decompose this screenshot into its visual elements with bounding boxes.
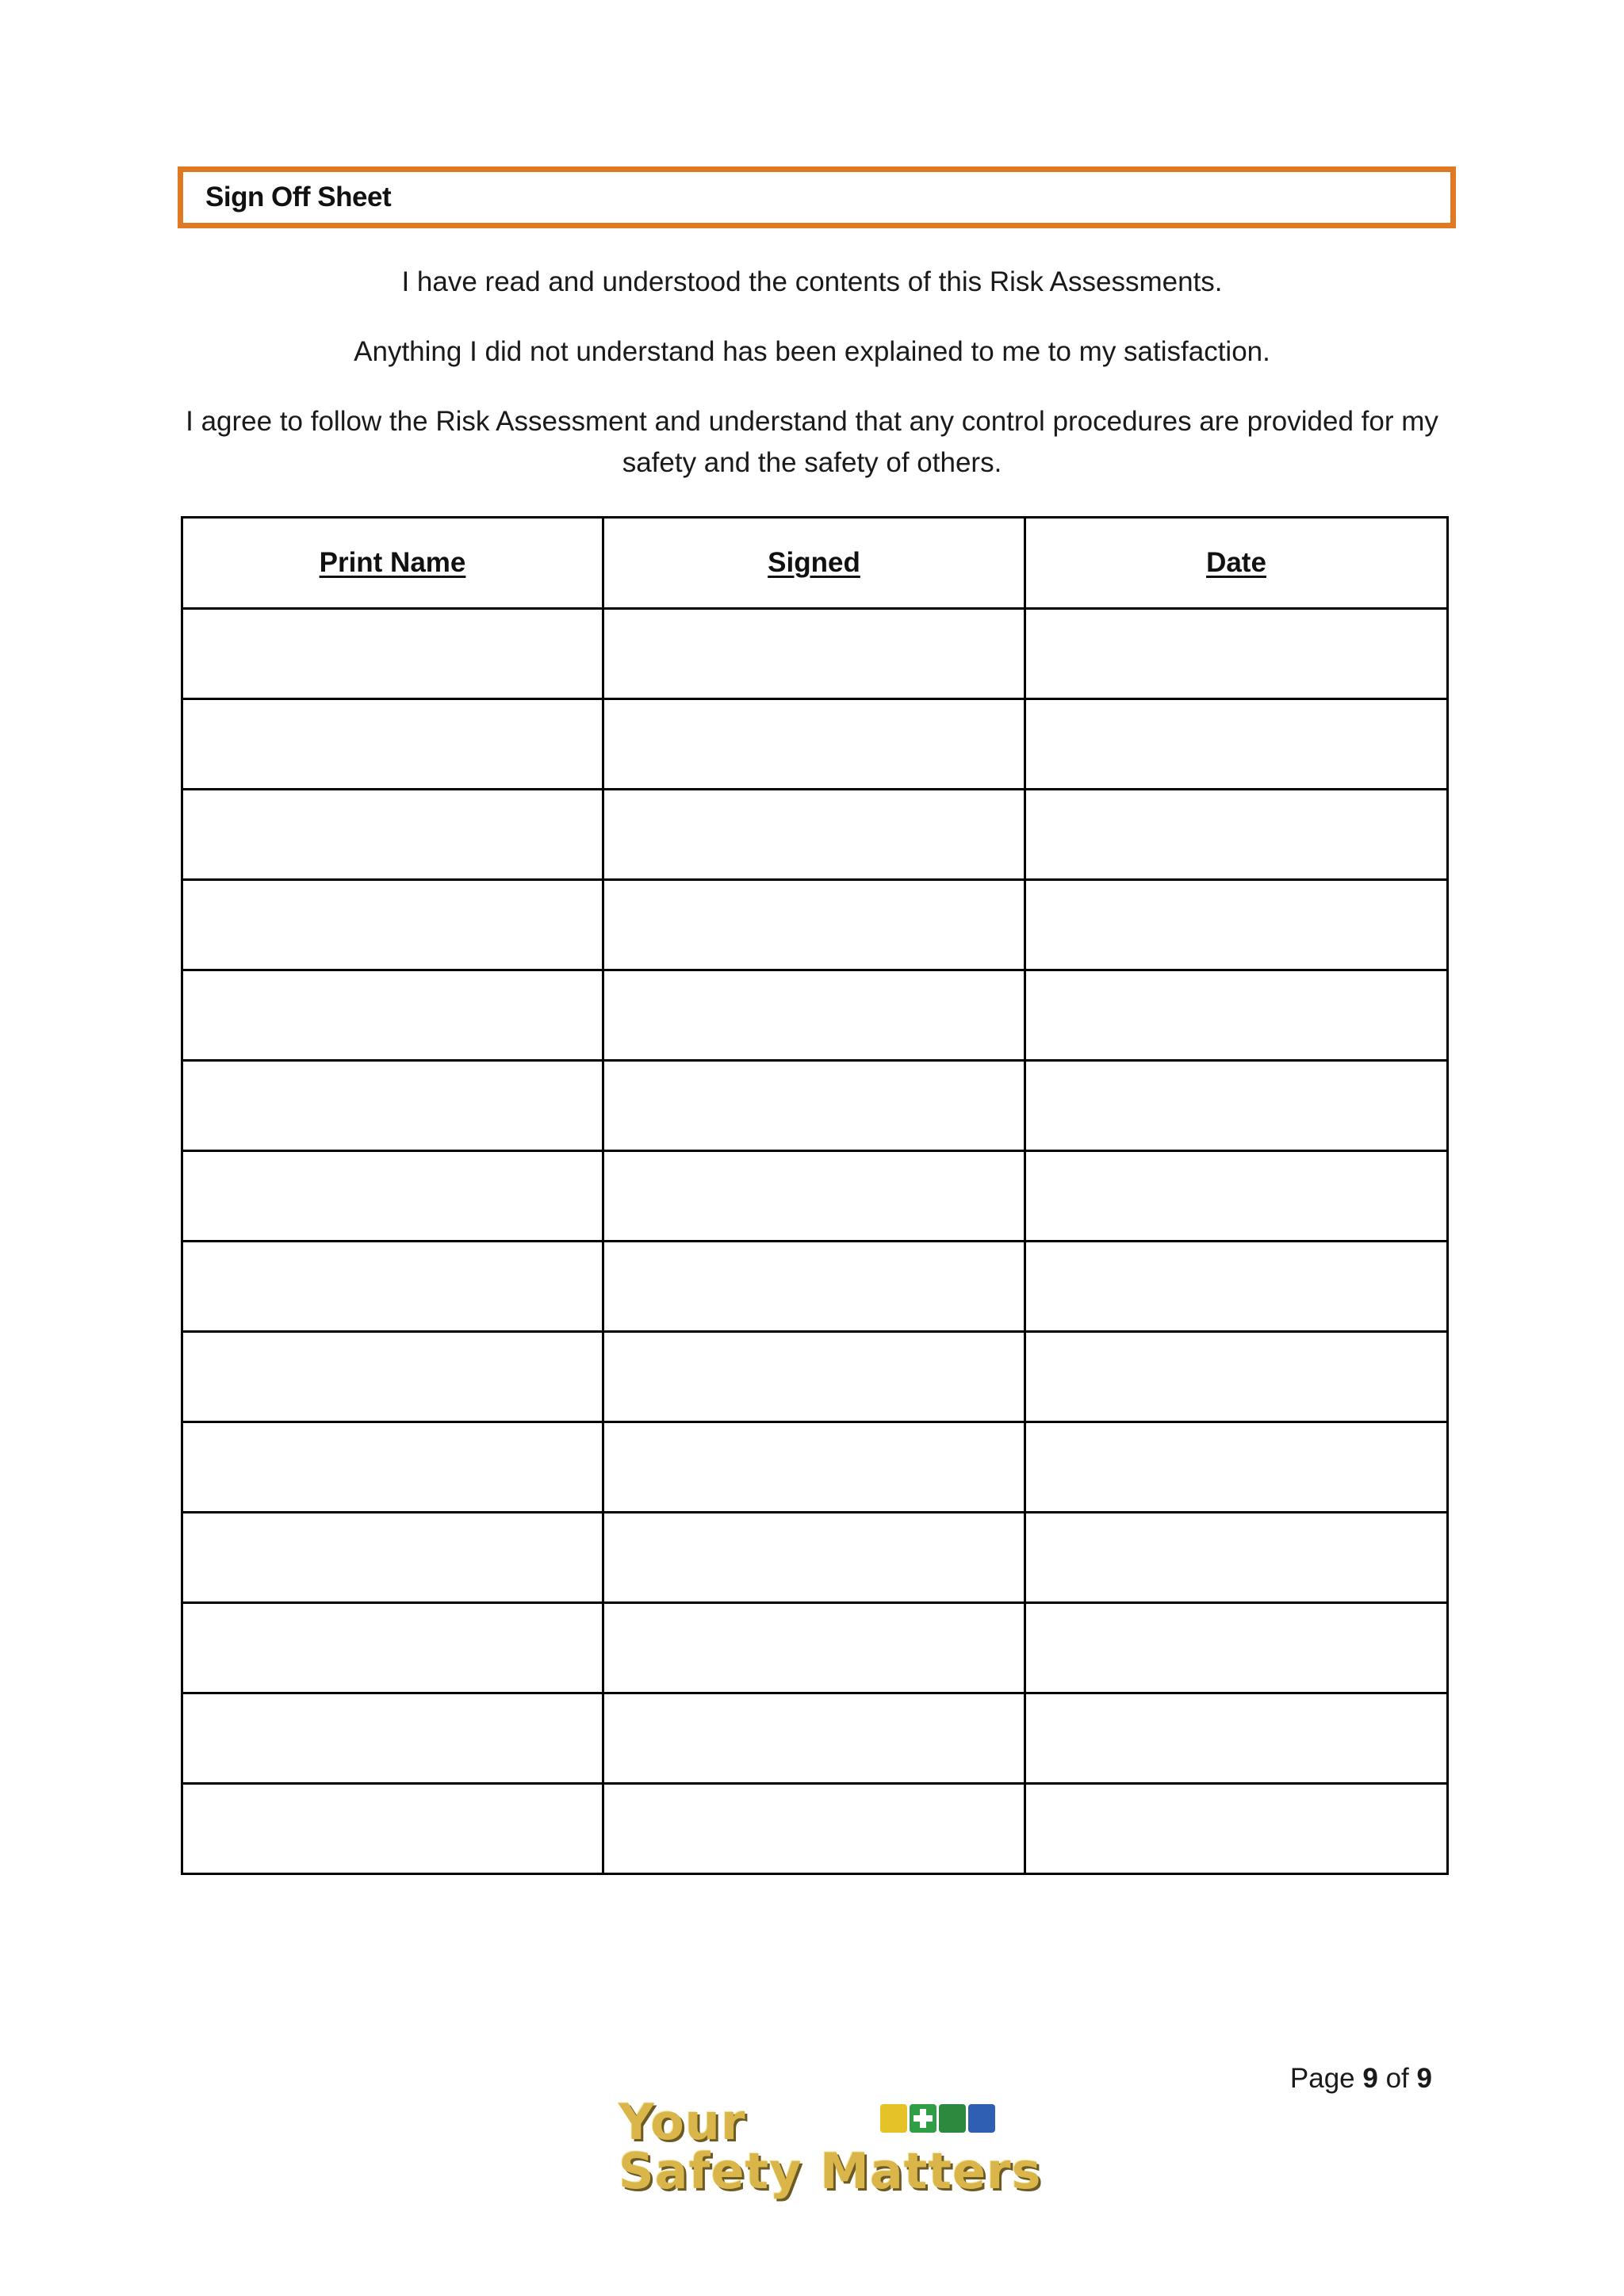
cell-signed[interactable] — [603, 1422, 1025, 1513]
cell-print-name[interactable] — [182, 1693, 603, 1784]
cell-date[interactable] — [1025, 1242, 1448, 1332]
logo-text-line2: Safety Matters — [619, 2142, 1042, 2200]
cell-signed[interactable] — [603, 609, 1025, 699]
cell-signed[interactable] — [603, 1603, 1025, 1693]
cell-print-name[interactable] — [182, 1332, 603, 1422]
table-row — [182, 609, 1448, 699]
page-number — [1290, 2063, 1432, 2095]
page-current: 9 — [1362, 2063, 1378, 2094]
table-row — [182, 970, 1448, 1061]
table-row — [182, 699, 1448, 790]
table-row — [182, 1513, 1448, 1603]
table-row — [182, 1603, 1448, 1693]
cell-signed[interactable] — [603, 699, 1025, 790]
cell-date[interactable] — [1025, 880, 1448, 970]
cell-print-name[interactable] — [182, 1422, 603, 1513]
cell-print-name[interactable] — [182, 1603, 603, 1693]
cell-print-name[interactable] — [182, 1061, 603, 1151]
page-title: Sign Off Sheet — [205, 182, 392, 212]
cell-signed[interactable] — [603, 1151, 1025, 1242]
cell-signed[interactable] — [603, 1061, 1025, 1151]
cell-print-name[interactable] — [182, 970, 603, 1061]
cell-print-name[interactable] — [182, 1784, 603, 1874]
cell-print-name[interactable] — [182, 1242, 603, 1332]
table-row — [182, 1061, 1448, 1151]
column-header-print-name: Print Name — [182, 518, 603, 609]
logo-text-line1: Your — [619, 2093, 746, 2151]
ppe-icon — [968, 2104, 995, 2133]
fire-exit-icon — [939, 2104, 966, 2133]
cell-print-name[interactable] — [182, 1151, 603, 1242]
statement-agree-follow: I agree to follow the Risk Assessment and understand that any control procedures are provided for my safety and the safety of others. — [186, 406, 1438, 478]
cell-print-name[interactable] — [182, 699, 603, 790]
slip-hazard-icon — [880, 2104, 907, 2133]
table-row — [182, 790, 1448, 880]
cell-signed[interactable] — [603, 1242, 1025, 1332]
cell-date[interactable] — [1025, 970, 1448, 1061]
section-title-box — [178, 166, 1456, 228]
page-of: of — [1385, 2063, 1409, 2094]
column-header-signed: Signed — [603, 518, 1025, 609]
cell-print-name[interactable] — [182, 609, 603, 699]
column-header-date: Date — [1025, 518, 1448, 609]
cell-signed[interactable] — [603, 1332, 1025, 1422]
cell-signed[interactable] — [603, 1784, 1025, 1874]
cell-date[interactable] — [1025, 609, 1448, 699]
cell-date[interactable] — [1025, 1513, 1448, 1603]
cell-print-name[interactable] — [182, 790, 603, 880]
cell-date[interactable] — [1025, 1151, 1448, 1242]
page-prefix: Page — [1289, 2063, 1355, 2094]
cell-date[interactable] — [1025, 699, 1448, 790]
cell-date[interactable] — [1025, 1784, 1448, 1874]
table-row — [182, 1242, 1448, 1332]
cell-signed[interactable] — [603, 1513, 1025, 1603]
cell-print-name[interactable] — [182, 1513, 603, 1603]
table-row — [182, 1422, 1448, 1513]
cell-signed[interactable] — [603, 790, 1025, 880]
cell-date[interactable] — [1025, 1332, 1448, 1422]
statement-read-understood: I have read and understood the contents of this Risk Assessments. — [401, 266, 1223, 297]
cell-date[interactable] — [1025, 1603, 1448, 1693]
cell-date[interactable] — [1025, 1061, 1448, 1151]
cell-signed[interactable] — [603, 880, 1025, 970]
cell-date[interactable] — [1025, 1422, 1448, 1513]
table-row — [182, 1693, 1448, 1784]
first-aid-icon — [910, 2104, 936, 2133]
table-body — [182, 609, 1448, 1874]
table-header-row — [182, 518, 1448, 609]
cell-print-name[interactable] — [182, 880, 603, 970]
sign-off-table — [181, 516, 1449, 1875]
page-total: 9 — [1416, 2063, 1432, 2094]
table-row — [182, 1332, 1448, 1422]
table-row — [182, 1151, 1448, 1242]
cell-signed[interactable] — [603, 1693, 1025, 1784]
cell-date[interactable] — [1025, 790, 1448, 880]
statement-explained: Anything I did not understand has been explained to me to my satisfaction. — [354, 336, 1270, 367]
cell-signed[interactable] — [603, 970, 1025, 1061]
your-safety-matters-logo — [619, 2093, 1042, 2204]
cell-date[interactable] — [1025, 1693, 1448, 1784]
table-row — [182, 880, 1448, 970]
table-row — [182, 1784, 1448, 1874]
logo-icon-strip — [880, 2104, 995, 2133]
